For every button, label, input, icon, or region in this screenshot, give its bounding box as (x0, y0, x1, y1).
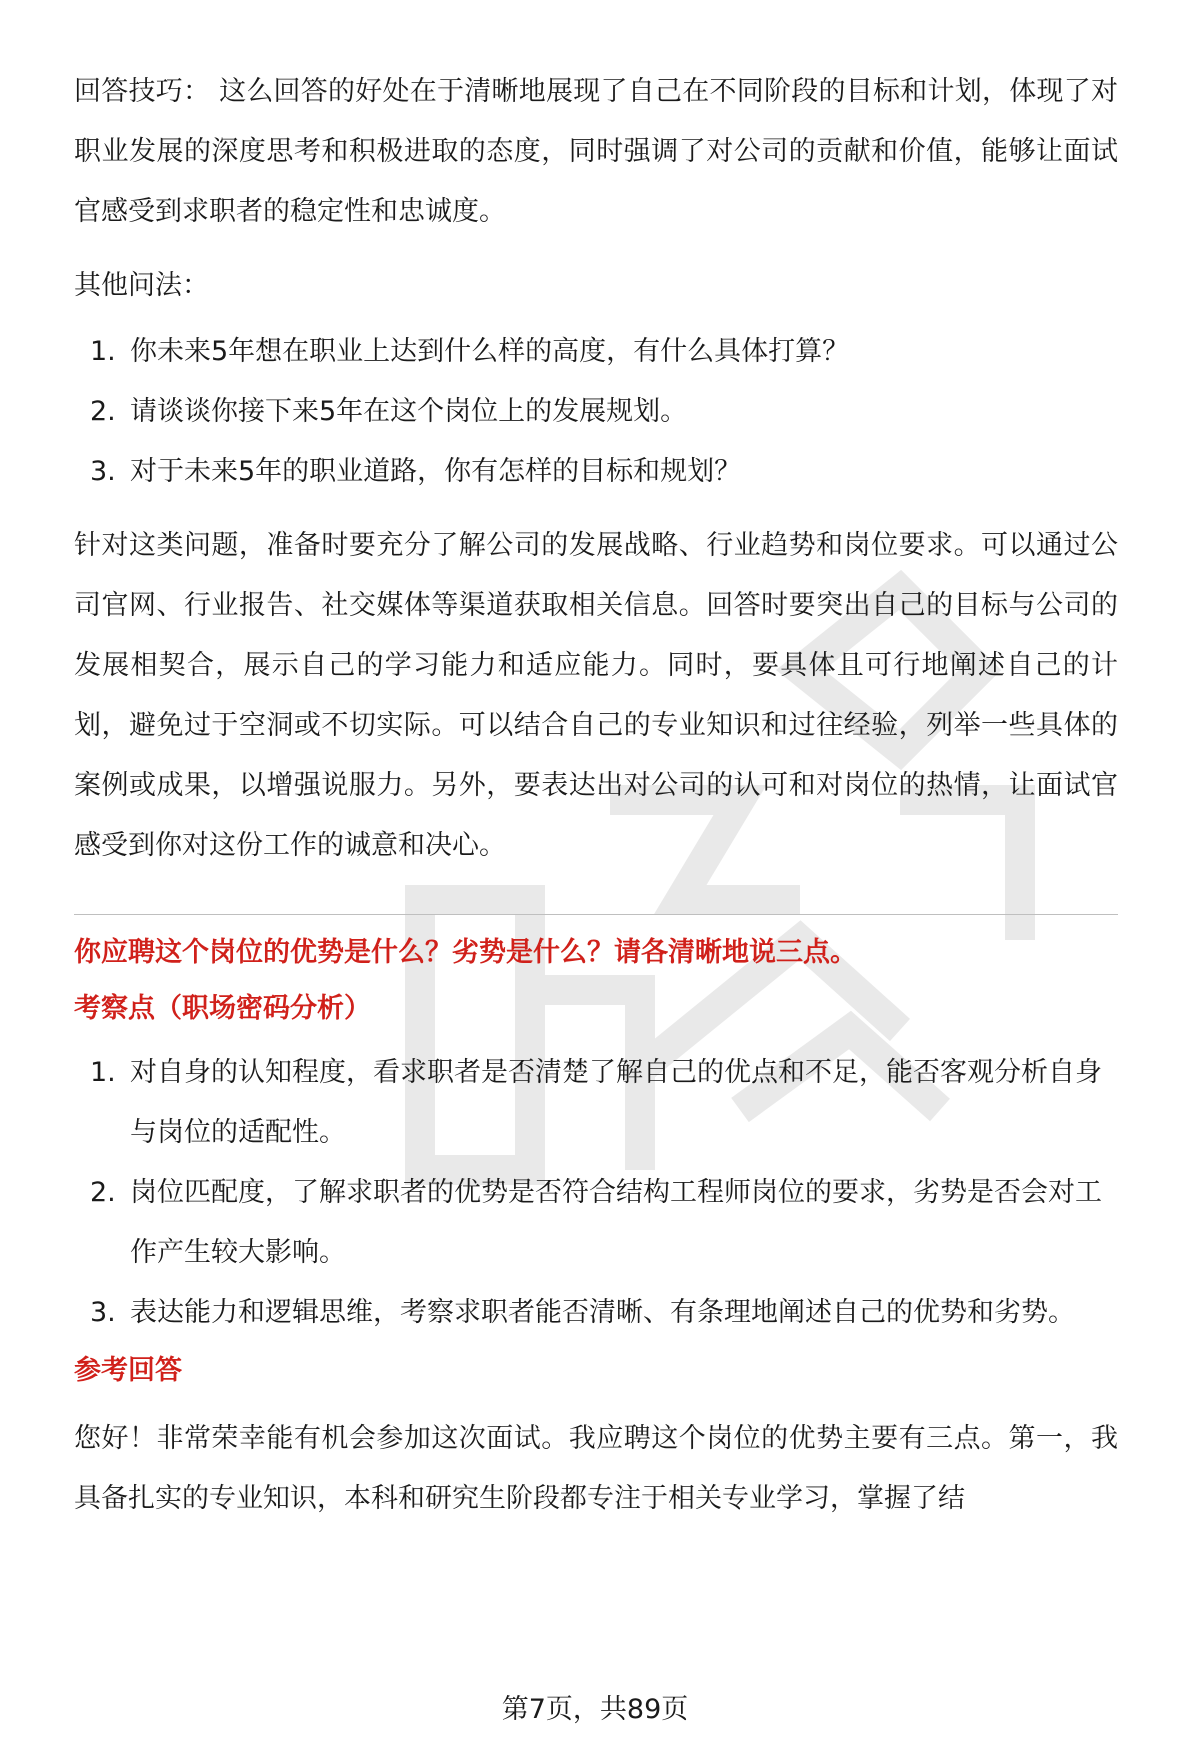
list-item (74, 382, 1118, 442)
section-divider (74, 914, 1118, 915)
list-number: 3. (90, 1297, 116, 1328)
answer-tip-paragraph: 回答技巧： 这么回答的好处在于清晰地展现了自己在不同阶段的目标和计划，体现了对职业发展的深度思考和积极进取的态度，同时强调了对公司的贡献和价值，能够让面试官感受到求职者的稳定性和忠诚度。 (74, 76, 1118, 227)
other-phrasings-list (74, 322, 1118, 502)
other-phrasings-label: 其他问法： (74, 270, 209, 301)
analysis-heading: 考察点（职场密码分析） (74, 993, 371, 1024)
list-item-text: 你未来5年想在职业上达到什么样的高度，有什么具体打算？ (130, 336, 850, 367)
list-item (74, 322, 1118, 382)
list-item (74, 1283, 1118, 1343)
list-number: 2. (90, 1177, 116, 1208)
list-number: 3. (90, 456, 116, 487)
list-item-text: 请谈谈你接下来5年在这个岗位上的发展规划。 (130, 396, 688, 427)
reference-answer-container (74, 1409, 1118, 1533)
list-item-text: 岗位匹配度，了解求职者的优势是否符合结构工程师岗位的要求，劣势是否会对工作产生较大影响。 (130, 1177, 1102, 1268)
list-item-text: 对自身的认知程度，看求职者是否清楚了解自己的优点和不足，能否客观分析自身与岗位的适配性。 (130, 1057, 1102, 1148)
page-number-footer: 第7页，共89页 (501, 1694, 689, 1725)
reference-answer-paragraph: 您好！非常荣幸能有机会参加这次面试。我应聘这个岗位的优势主要有三点。第一，我具备扎实的专业知识，本科和研究生阶段都专注于相关专业学习，掌握了结 (74, 1423, 1118, 1514)
list-item-text: 对于未来5年的职业道路，你有怎样的目标和规划？ (130, 456, 742, 487)
analysis-points-list (74, 1043, 1118, 1343)
list-number: 1. (90, 1057, 116, 1088)
list-number: 2. (90, 396, 116, 427)
preparation-advice-paragraph: 针对这类问题，准备时要充分了解公司的发展战略、行业趋势和岗位要求。可以通过公司官网、行业报告、社交媒体等渠道获取相关信息。回答时要突出自己的目标与公司的发展相契合，展示自己的学习能力和适应能力。同时，要具体且可行地阐述自己的计划，避免过于空洞或不切实际。可以结合自己的专业知识和过往经验，列举一些具体的案例或成果，以增强说服力。另外，要表达出对公司的认可和对岗位的热情，让面试官感受到你对这份工作的诚意和决心。 (74, 530, 1118, 861)
question-title: 你应聘这个岗位的优势是什么？劣势是什么？请各清晰地说三点。 (74, 937, 857, 968)
reference-answer-heading: 参考回答 (74, 1355, 182, 1386)
list-item (74, 1163, 1118, 1283)
list-item-text: 表达能力和逻辑思维，考察求职者能否清晰、有条理地阐述自己的优势和劣势。 (130, 1297, 1075, 1328)
list-item (74, 442, 1118, 502)
list-number: 1. (90, 336, 116, 367)
list-item (74, 1043, 1118, 1163)
